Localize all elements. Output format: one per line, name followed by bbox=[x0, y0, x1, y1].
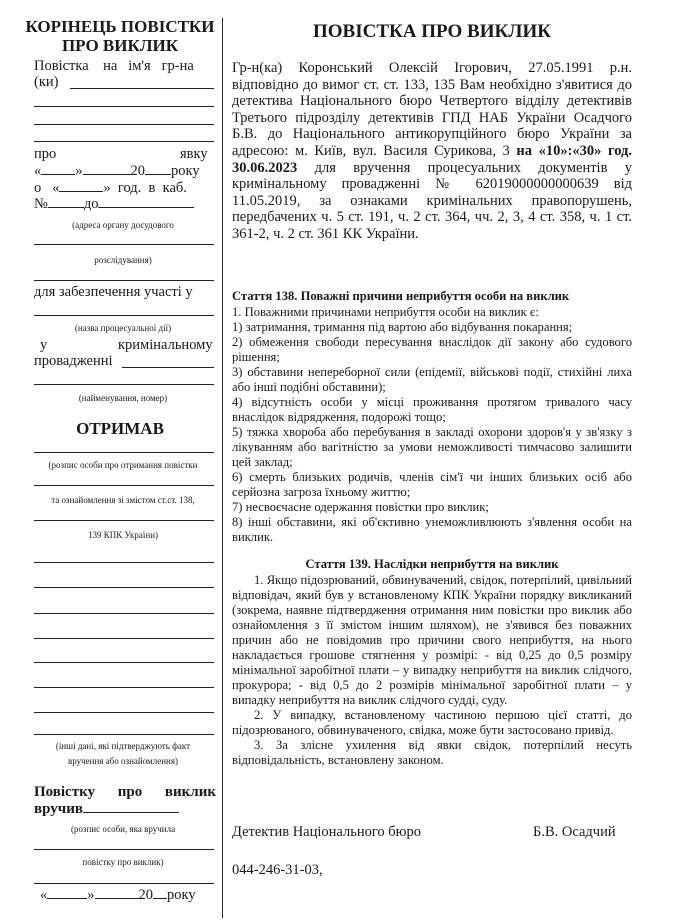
blank-line bbox=[34, 562, 214, 563]
blank-line bbox=[34, 687, 214, 688]
page-title: ПОВІСТКА ПРО ВИКЛИК bbox=[312, 21, 551, 42]
article-139-item: 3. За злісне ухилення від явки свідок, потерпілий несуть відповідальність, встановлену законом. bbox=[232, 738, 632, 767]
blank-line bbox=[34, 315, 214, 316]
blank-line bbox=[122, 367, 214, 368]
stub-in-1: у bbox=[40, 337, 48, 353]
stub-served: Повістку про виклик вручив bbox=[34, 784, 216, 817]
stub-title-line1: КОРІНЕЦЬ ПОВІСТКИ bbox=[25, 17, 215, 36]
main-paragraph: Гр-н(ка) Коронський Олексій Ігорович, 27.05.1991 р.н. відповідно до вимог ст. ст. 133, 135 Вам необхідно з'явитися до детектива Національного бюро Четвертого відділу детективів Третього підрозділу детективів ГПД НАБ України Осадчого Б.В. до Національного антикорупційного бюро України за адресою: м. Київ, вул. Василя Сурикова, 3 на «10»:«30» год. 30.06.2023 для вручення процесуальних документів у кримінальному провадженні № 62019000000000639 від 11.05.2019, за ознаками кримінальних правопорушень, передбачених ч. 5 ст. 191, ч. 2 ст. 364, чч. 2, 3, 4 ст. 358, ч. 1 ст. 361-2, ч. 2 ст. 361 КК України. bbox=[232, 60, 633, 242]
stub-in-3: провадженні bbox=[34, 353, 113, 369]
blank-line bbox=[34, 244, 214, 245]
blank-line bbox=[34, 849, 214, 850]
stub-received: ОТРИМАВ bbox=[76, 419, 164, 438]
caption-server-1: (розпис особи, яка вручила bbox=[70, 824, 176, 834]
caption-name: (найменування, номер) bbox=[78, 393, 168, 403]
article-138-item: 8) інші обставини, які об'єктивно унеможливлюють з'явлення особи на виклик. bbox=[232, 515, 632, 544]
article-139-title: Стаття 139. Наслідки неприбуття на виклик bbox=[305, 557, 559, 571]
stub-time-line: о « » год. в каб. bbox=[34, 180, 187, 196]
stub-num-line: № до bbox=[34, 196, 194, 212]
signature-name: Б.В. Осадчий bbox=[533, 824, 616, 840]
article-138-item: 5) тяжка хвороба або перебування в закладі охорони здоров'я у зв'язку з лікуванням або вагітністю за умови неможливості тимчасово залишити цей заклад; bbox=[232, 425, 632, 469]
stub-bottom-date: « » 20 року bbox=[40, 887, 196, 903]
column-divider bbox=[222, 18, 223, 918]
stub-date-line: « » 20 року bbox=[34, 163, 200, 179]
article-138-item: 2) обмеження свободи пересування внаслідок дії закону або судового рішення; bbox=[232, 335, 632, 364]
caption-signature-1: (розпис особи про отримання повістки bbox=[48, 460, 198, 470]
blank-line bbox=[34, 280, 214, 281]
caption-signature-2: та ознайомлення зі змістом ст.ст. 138, bbox=[51, 495, 195, 505]
article-138-list bbox=[232, 305, 632, 545]
blank-line bbox=[34, 124, 214, 125]
article-138-item: 3) обставини непереборної сили (епідемії, військові події, стихійні лиха або інші подібні обставини); bbox=[232, 365, 632, 394]
article-138-title: Стаття 138. Поважні причини неприбуття особи на виклик bbox=[232, 289, 570, 303]
caption-server-2: повістку про виклик) bbox=[82, 857, 164, 867]
caption-authority-2: розслідування) bbox=[94, 255, 152, 265]
stub-in-2: кримінальному bbox=[118, 337, 213, 353]
blank-line bbox=[34, 452, 214, 453]
blank-line bbox=[70, 88, 214, 89]
article-138-item: 4) відсутність особи у місці проживання протягом тривалого часу внаслідок відрядження, подорожі тощо; bbox=[232, 395, 632, 424]
blank-line bbox=[34, 662, 214, 663]
blank-line bbox=[34, 520, 214, 521]
stub-name-prefix-2: (ки) bbox=[34, 74, 59, 90]
phone-number: 044-246-31-03, bbox=[232, 862, 323, 878]
article-138-item: 1. Поважними причинами неприбуття особи на виклик є: bbox=[232, 305, 539, 319]
caption-authority-1: (адреса органу досудового bbox=[72, 220, 174, 230]
caption-status: (назва процесуальної дії) bbox=[74, 323, 172, 333]
stub-title-line2: ПРО ВИКЛИК bbox=[61, 36, 179, 55]
blank-line bbox=[34, 734, 214, 735]
blank-line bbox=[34, 883, 214, 884]
blank-line bbox=[34, 141, 214, 142]
blank-line bbox=[34, 712, 214, 713]
blank-line bbox=[34, 106, 214, 107]
article-139-list bbox=[232, 573, 632, 768]
blank-line bbox=[34, 638, 214, 639]
article-138-item: 7) несвоєчасне одержання повістки про виклик; bbox=[232, 500, 489, 514]
caption-other-2: вручення або ознайомлення) bbox=[68, 756, 178, 766]
stub-provide: для забезпечення участі у bbox=[34, 284, 193, 300]
signature-role: Детектив Національного бюро bbox=[232, 824, 421, 840]
article-138-item: 1) затримання, тримання під вартою або відбування покарання; bbox=[232, 320, 573, 334]
stub-pro: про bbox=[34, 146, 57, 162]
blank-line bbox=[34, 587, 214, 588]
caption-signature-3: 139 КПК України) bbox=[87, 530, 159, 540]
stub-yavku: явку bbox=[180, 146, 208, 162]
article-139-item: 1. Якщо підозрюваний, обвинувачений, свідок, потерпілий, цивільний відповідач, який був у встановленому КПК України порядку викликаний (зокрема, наявне підтвердження отримання ним повістки про виклик або ознайомлення з її змістом іншим шляхом), не з'явився без поважних причин або не повідомив про причини свого неприбуття, на нього накладається грошове стягнення у розмірі: - від 0,25 до 0,5 розміру мінімальної заробітної плати – у випадку неприбуття на виклик слідчого, прокурора; - від 0,5 до 2 розмірів мінімальної заробітної плати – у випадку неприбуття на виклик слідчого судді, суду. bbox=[232, 573, 632, 707]
stub-name-prefix: Повістка на ім'я гр-на bbox=[34, 58, 194, 74]
article-138-item: 6) смерть близьких родичів, членів сім'ї чи інших близьких осіб або серйозна загроза їхньому життю; bbox=[232, 470, 632, 499]
blank-line bbox=[34, 613, 214, 614]
caption-other-1: (інші дані, які підтверджують факт bbox=[55, 741, 191, 751]
blank-line bbox=[34, 485, 214, 486]
article-139-item: 2. У випадку, встановленому частиною першою цієї статті, до підозрюваного, обвинуваченого, свідка, може бути застосовано привід. bbox=[232, 708, 632, 737]
blank-line bbox=[34, 384, 214, 385]
